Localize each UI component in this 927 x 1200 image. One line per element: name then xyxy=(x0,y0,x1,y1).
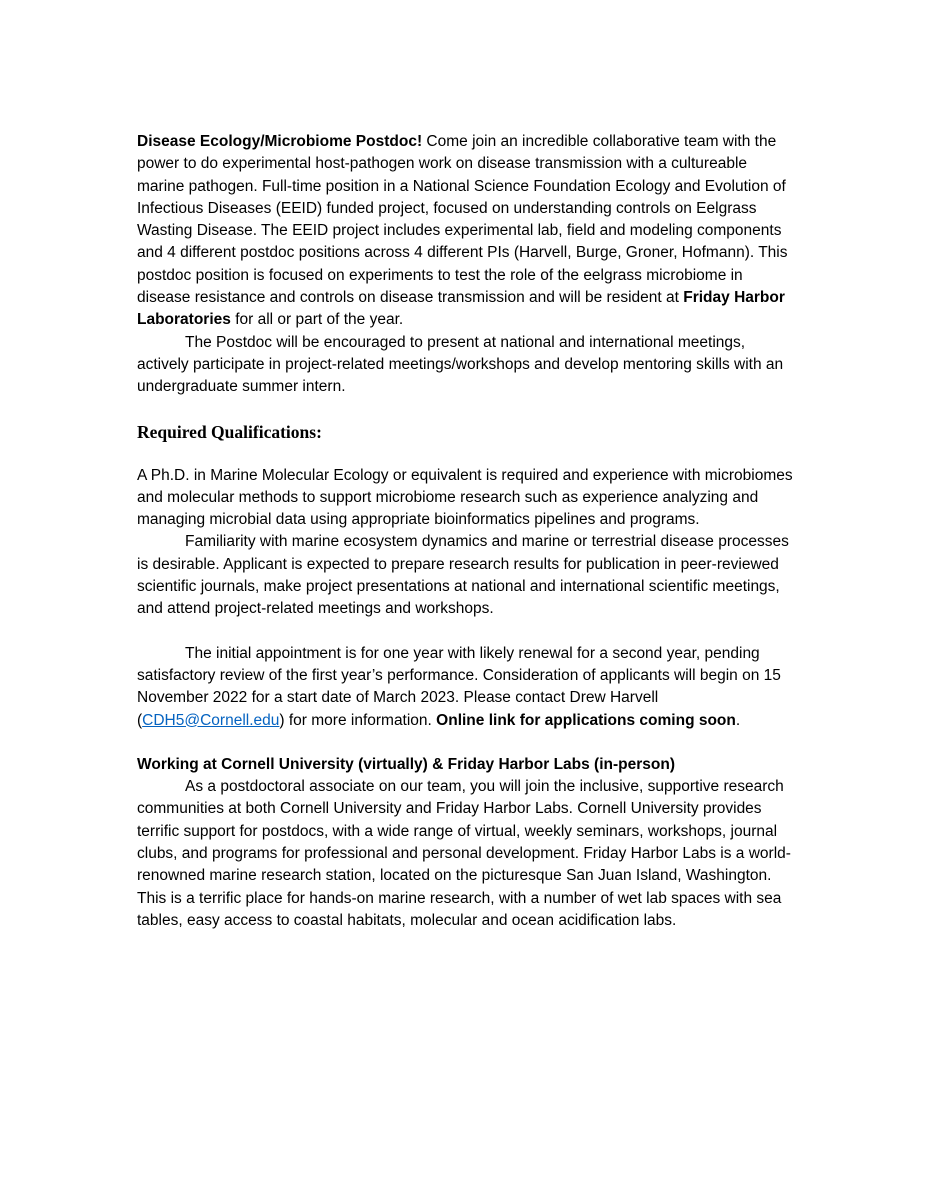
working-paragraph: As a postdoctoral associate on our team, you will join the inclusive, supportive research communities at both Cornell University and Friday Harbor Labs. Cornell University provides terrific support for postdocs, with a wide range of virtual, weekly seminars, workshops, journal clubs, and programs for professional and personal development. Friday Harbor Labs is a world-renowned marine research station, located on the picturesque San Juan Island, Washington. This is a terrific place for hands-on marine research, with a number of wet lab spaces with sea tables, easy access to coastal habitats, molecular and ocean acidification labs. xyxy=(137,778,791,929)
postdoc-expectations-paragraph: The Postdoc will be encouraged to present at national and international meetings, actively participate in project-related meetings/workshops and develop mentoring skills with an undergraduate summer intern. xyxy=(137,333,784,396)
appointment-text-end: . xyxy=(735,711,741,729)
document-page xyxy=(137,131,797,932)
position-title: Disease Ecology/Microbiome Postdoc! xyxy=(137,133,423,150)
qualifications-paragraph: A Ph.D. in Marine Molecular Ecology or equivalent is required and experience with microbiomes and molecular methods to support microbiome research such as experience analyzing and managing microbial data using appropriate bioinformatics pipelines and programs. xyxy=(137,466,793,529)
application-note: Online link for applications coming soon xyxy=(436,711,736,729)
appointment-paragraph xyxy=(137,643,797,732)
working-heading xyxy=(137,754,797,776)
qualifications-heading: Required Qualifications: xyxy=(137,421,322,442)
contact-email-link[interactable]: CDH5@Cornell.edu xyxy=(142,711,280,729)
appointment-text-mid: ) for more information. xyxy=(279,711,437,729)
location-name: Friday Harbor Laboratories xyxy=(137,289,785,329)
intro-paragraph xyxy=(137,131,797,332)
working-heading-text: Working at Cornell University (virtually) & Friday Harbor Labs (in-person) xyxy=(137,755,675,773)
desirable-paragraph: Familiarity with marine ecosystem dynamics and marine or terrestrial disease processes is desirable. Applicant is expected to prepare research results for publication in peer-reviewed scientific journals, make project presentations at national and international scientific meetings, and attend project-related meetings and workshops. xyxy=(137,533,789,618)
appointment-text: The initial appointment is for one year with likely renewal for a second year, pending satisfactory review of the first year’s performance. Consideration of applicants will begin on 15 November 2022 for a start date of March 2023. Please contact Drew Harvell ( xyxy=(137,644,781,729)
intro-text: Come join an incredible collaborative team with the power to do experimental host-pathogen work on disease transmission with a cultureable marine pathogen. Full-time position in a National Science Foundation Ecology and Evolution of Infectious Diseases (EEID) funded project, focused on understanding controls on Eelgrass Wasting Disease. The EEID project includes experimental lab, field and modeling components and 4 different postdoc positions across 4 different PIs (Harvell, Burge, Groner, Hofmann). This postdoc position is focused on experiments to test the role of the eelgrass microbiome in disease resistance and controls on disease transmission and will be resident at xyxy=(137,133,788,307)
intro-text-end: for all or part of the year. xyxy=(230,311,404,329)
